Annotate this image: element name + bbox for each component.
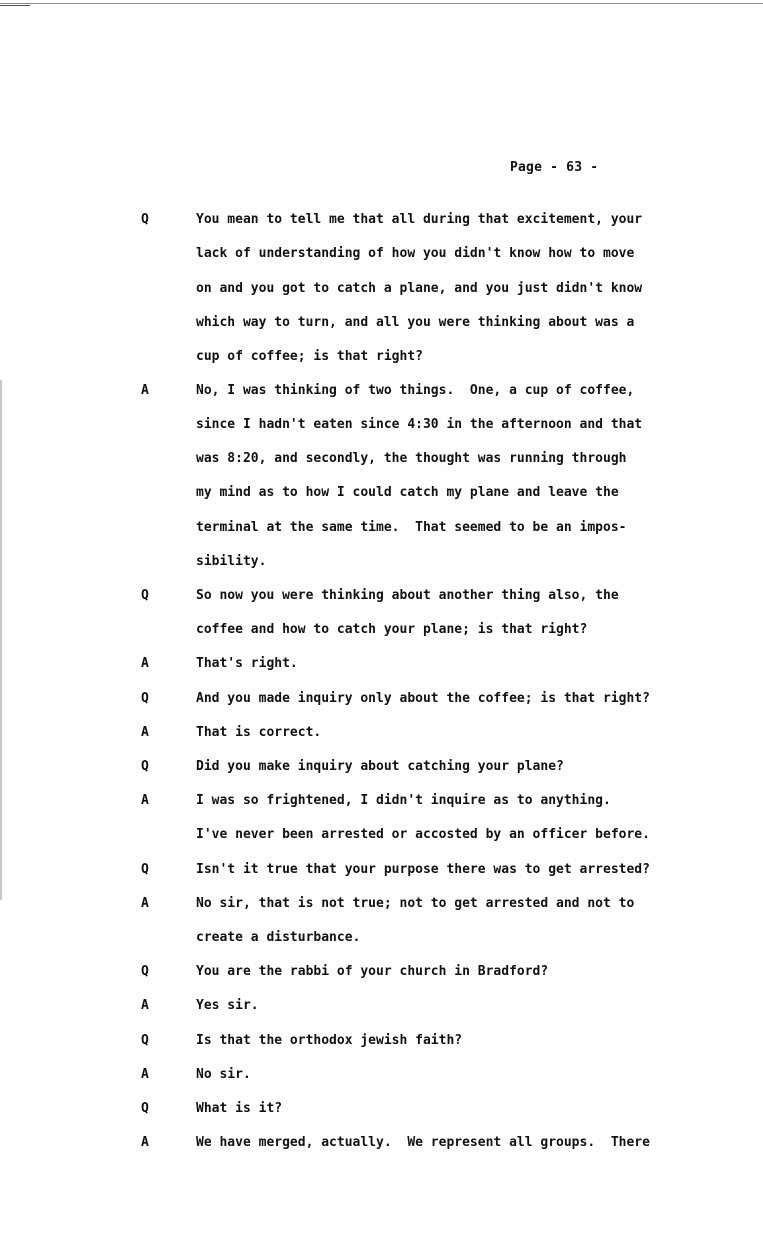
speaker-label: Q <box>141 759 149 774</box>
line-text: You are the rabbi of your church in Bradford? <box>196 964 549 979</box>
transcript-line <box>0 1099 763 1119</box>
transcript-line <box>0 654 763 674</box>
transcript-line <box>0 996 763 1016</box>
speaker-label: A <box>141 1135 149 1150</box>
transcript-line <box>0 962 763 982</box>
line-text: lack of understanding of how you didn't know how to move <box>196 246 635 261</box>
speaker-label: A <box>141 896 149 911</box>
transcript-line <box>0 483 763 503</box>
transcript-line <box>0 552 763 572</box>
transcript-line <box>0 449 763 469</box>
transcript-line <box>0 689 763 709</box>
speaker-label: Q <box>141 964 149 979</box>
line-text: on and you got to catch a plane, and you just didn't know <box>196 281 643 296</box>
transcript-line <box>0 620 763 640</box>
transcript-line <box>0 518 763 538</box>
line-text: sibility. <box>196 554 267 569</box>
line-text: since I hadn't eaten since 4:30 in the afternoon and that <box>196 417 643 432</box>
line-text: We have merged, actually. We represent all groups. There <box>196 1135 650 1150</box>
speaker-label: A <box>141 793 149 808</box>
line-text: Is that the orthodox jewish faith? <box>196 1033 463 1048</box>
speaker-label: A <box>141 1067 149 1082</box>
transcript-line <box>0 313 763 333</box>
line-text: was 8:20, and secondly, the thought was running through <box>196 451 627 466</box>
transcript-line <box>0 928 763 948</box>
transcript-line <box>0 757 763 777</box>
speaker-label: A <box>141 725 149 740</box>
transcript-line <box>0 244 763 264</box>
speaker-label: Q <box>141 588 149 603</box>
scan-top-rule <box>0 3 763 4</box>
line-text: coffee and how to catch your plane; is that right? <box>196 622 588 637</box>
speaker-label: Q <box>141 1101 149 1116</box>
transcript-line <box>0 860 763 880</box>
line-text: And you made inquiry only about the coffee; is that right? <box>196 691 650 706</box>
line-text: That is correct. <box>196 725 322 740</box>
speaker-label: Q <box>141 862 149 877</box>
transcript-line <box>0 825 763 845</box>
line-text: No, I was thinking of two things. One, a cup of coffee, <box>196 383 635 398</box>
line-text: cup of coffee; is that right? <box>196 349 423 364</box>
transcript-line <box>0 586 763 606</box>
transcript-line <box>0 415 763 435</box>
speaker-label: Q <box>141 691 149 706</box>
transcript-line <box>0 210 763 230</box>
page-number: Page - 63 - <box>510 160 599 175</box>
speaker-label: Q <box>141 212 149 227</box>
transcript-line <box>0 347 763 367</box>
line-text: Did you make inquiry about catching your plane? <box>196 759 564 774</box>
transcript-line <box>0 894 763 914</box>
transcript-line <box>0 279 763 299</box>
transcript-line <box>0 1133 763 1153</box>
speaker-label: A <box>141 998 149 1013</box>
line-text: You mean to tell me that all during that excitement, your <box>196 212 643 227</box>
line-text: That's right. <box>196 656 298 671</box>
transcript-line <box>0 723 763 743</box>
speaker-label: A <box>141 656 149 671</box>
line-text: create a disturbance. <box>196 930 361 945</box>
transcript-line <box>0 1065 763 1085</box>
line-text: which way to turn, and all you were thinking about was a <box>196 315 635 330</box>
transcript-line <box>0 381 763 401</box>
scan-top-rule-left <box>0 5 30 6</box>
transcript-line <box>0 1031 763 1051</box>
line-text: What is it? <box>196 1101 283 1116</box>
line-text: So now you were thinking about another thing also, the <box>196 588 619 603</box>
line-text: No sir. <box>196 1067 251 1082</box>
speaker-label: Q <box>141 1033 149 1048</box>
line-text: No sir, that is not true; not to get arrested and not to <box>196 896 635 911</box>
line-text: I've never been arrested or accosted by an officer before. <box>196 827 650 842</box>
line-text: terminal at the same time. That seemed to be an impos- <box>196 520 627 535</box>
line-text: I was so frightened, I didn't inquire as to anything. <box>196 793 611 808</box>
line-text: my mind as to how I could catch my plane and leave the <box>196 485 619 500</box>
line-text: Yes sir. <box>196 998 259 1013</box>
transcript-line <box>0 791 763 811</box>
line-text: Isn't it true that your purpose there was to get arrested? <box>196 862 650 877</box>
speaker-label: A <box>141 383 149 398</box>
